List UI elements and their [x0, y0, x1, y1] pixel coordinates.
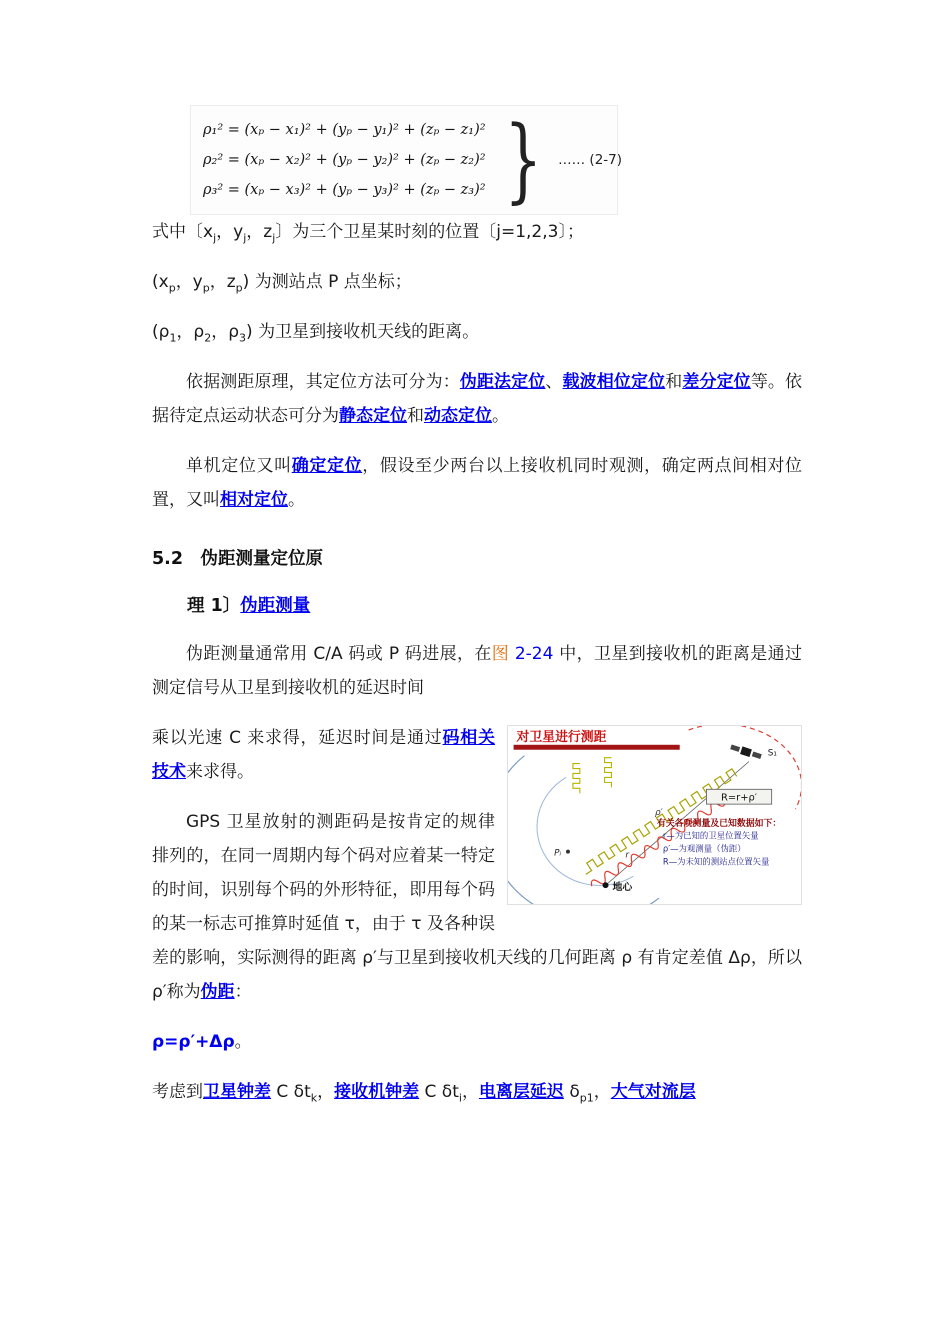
figure-note-1: r—为已知的卫星位置矢量 — [662, 830, 759, 841]
text-run: 和 — [665, 372, 683, 392]
text-run: 中，卫星到接收机的距离是通过测定信号从卫星到接收机的延迟时间 — [152, 644, 803, 698]
paragraph-pseudorange-intro — [152, 637, 802, 705]
formula-line-3: ρ₃² = (xₚ − x₃)² + (yₚ − y₃)² + (zₚ − z₃)² — [203, 182, 486, 198]
earth-center-dot — [603, 882, 609, 888]
text-run: (ρ — [152, 322, 170, 342]
paragraph-symbols-distance — [152, 315, 802, 349]
text-run: ，ρ — [211, 322, 240, 342]
text-run: ， — [593, 1082, 611, 1102]
title-underline-bar — [514, 745, 680, 750]
paragraph-symbols-satellite — [152, 215, 802, 249]
section-heading-5-2: 5.2 伪距测量定位原 — [152, 549, 324, 569]
link-static-positioning[interactable]: 静态定位 — [339, 406, 407, 426]
text-run: 。 — [288, 490, 305, 510]
text-run: 和 — [407, 406, 424, 426]
text-run: ) 为测站点 P 点坐标； — [242, 272, 412, 292]
text-run: (x — [152, 272, 169, 292]
text-run: ， — [461, 1082, 479, 1102]
r-label: r — [625, 850, 629, 861]
text-run: δ — [563, 1082, 580, 1102]
text-run: 来求得。 — [186, 762, 254, 782]
station-point — [566, 850, 570, 854]
text-run: 、 — [545, 372, 563, 392]
paragraph-pseudorange-formula — [152, 1025, 802, 1059]
subscript: p1 — [579, 1091, 594, 1105]
subscript: j — [272, 231, 276, 245]
link-absolute-positioning[interactable]: 确定定位 — [291, 456, 363, 476]
formula-equations — [203, 115, 486, 205]
link-carrier-phase-positioning[interactable]: 载波相位定位 — [562, 372, 666, 392]
text-run: GPS 卫星放射的测距码是按肯定的规律排列的，在同一周期内每个码对应着某一特定的时间，识别每个码的外形特征，即用每个码的某一标志可推算时延值 τ，由于 τ 及各种误差的影响，实际测得的距离 ρ′与卫星到接收机天线的几何距离 ρ 有肯定差值 Δρ，所以 ρ′称为 — [152, 812, 802, 1002]
subsection-heading-pseudorange — [187, 592, 802, 617]
text-run: ，z — [246, 222, 273, 242]
subscript: 2 — [204, 331, 212, 345]
text-run: C δt — [271, 1082, 311, 1102]
link-satellite-clock-error[interactable]: 卫星钟差 — [203, 1082, 271, 1102]
link-differential-positioning[interactable]: 差分定位 — [682, 372, 751, 392]
text-run: ： — [234, 982, 252, 1002]
text-run: 依据测距原理，其定位方法可分为： — [186, 372, 460, 392]
earth-center-label: 地心 — [612, 882, 633, 894]
satellite-label: S₁ — [767, 748, 777, 759]
text-run: C δt — [419, 1082, 459, 1102]
subscript: 3 — [239, 331, 247, 345]
subscript: i — [458, 1091, 462, 1105]
document-content — [152, 0, 802, 1125]
text-run: ，假设至少两台以上接收机同时观测，确定两点间相对位置，又叫 — [152, 456, 803, 510]
formula-image-2-7 — [190, 105, 623, 215]
text-run: 〕为三个卫星某时刻的位置〔j=1,2,3〕； — [275, 222, 584, 242]
text-run: 等。依据待定点运动状态可分为 — [152, 372, 803, 426]
link-code-correlation[interactable]: 码相关技术 — [152, 728, 495, 782]
subscript: j — [213, 231, 217, 245]
figure-note-2: ρ′—为观测量（伪距） — [662, 843, 746, 854]
paragraph-symbols-station — [152, 265, 802, 299]
text-run: ，ρ — [176, 322, 205, 342]
subscript: p — [168, 281, 176, 295]
link-pseudorange-measurement[interactable]: 伪距测量 — [240, 596, 311, 616]
paragraph-positioning-methods — [152, 365, 802, 433]
text-run: ，y — [216, 222, 244, 242]
link-dynamic-positioning[interactable]: 动态定位 — [424, 406, 492, 426]
text-run: ) 为卫星到接收机天线的距离。 — [246, 322, 480, 342]
formula-brace: } — [503, 106, 542, 213]
subscript: 1 — [169, 331, 177, 345]
subscript: k — [310, 1091, 318, 1105]
text-run: 乘以光速 C 来求得，延迟时间是通过 — [152, 728, 443, 748]
figure-reference-label[interactable]: 图 — [491, 644, 515, 664]
paragraph-error-sources — [152, 1075, 802, 1109]
figure-note-title: 有关各观测量及已知数据如下： — [656, 818, 782, 829]
figure-reference-number[interactable]: 2-24 — [514, 644, 554, 664]
link-relative-positioning[interactable]: 相对定位 — [220, 490, 288, 510]
text-run: 考虑到 — [152, 1082, 203, 1102]
text-run: 。 — [492, 406, 509, 426]
subscript: j — [243, 231, 247, 245]
text-run: 理 1〕 — [187, 596, 241, 616]
formula-line-2: ρ₂² = (xₚ − x₂)² + (yₚ − y₂)² + (zₚ − z₂)² — [203, 152, 486, 168]
formula-equation-number: …… (2-7) — [558, 152, 623, 168]
code-pulse-train-2 — [605, 758, 612, 788]
text-run: 式中〔x — [152, 222, 214, 242]
station-point-label: Pᵢ — [554, 848, 562, 859]
link-ionospheric-delay[interactable]: 电离层延迟 — [478, 1082, 564, 1102]
text-run: ，y — [175, 272, 203, 292]
pseudorange-equation: ρ=ρ′+Δρ — [152, 1032, 235, 1052]
subscript: p — [202, 281, 210, 295]
text-run: ， — [317, 1082, 335, 1102]
subscript: p — [235, 281, 243, 295]
vector-equation-text: R=r+ρ′ — [721, 792, 758, 804]
link-pseudorange[interactable]: 伪距 — [200, 982, 235, 1002]
text-run: 伪距测量通常用 C/A 码或 P 码进展，在 — [186, 644, 492, 664]
text-run: 。 — [234, 1032, 252, 1052]
figure-title: 对卫星进行测距 — [516, 729, 607, 745]
figure-note-3: R—为未知的测站点位置矢量 — [662, 856, 770, 867]
text-run: ，z — [209, 272, 236, 292]
link-tropospheric-delay[interactable]: 大气对流层 — [610, 1082, 696, 1102]
formula-line-1: ρ₁² = (xₚ − x₁)² + (yₚ − y₁)² + (zₚ − z₁)² — [203, 122, 486, 138]
code-pulse-train-1 — [573, 764, 580, 794]
figure-2-24-satellite-ranging — [507, 725, 802, 905]
link-pseudorange-positioning[interactable]: 伪距法定位 — [459, 372, 546, 392]
link-receiver-clock-error[interactable]: 接收机钟差 — [334, 1082, 420, 1102]
paragraph-single-receiver — [152, 449, 802, 517]
text-run: 单机定位又叫 — [186, 456, 292, 476]
rho-label: ρ′ — [654, 808, 663, 818]
